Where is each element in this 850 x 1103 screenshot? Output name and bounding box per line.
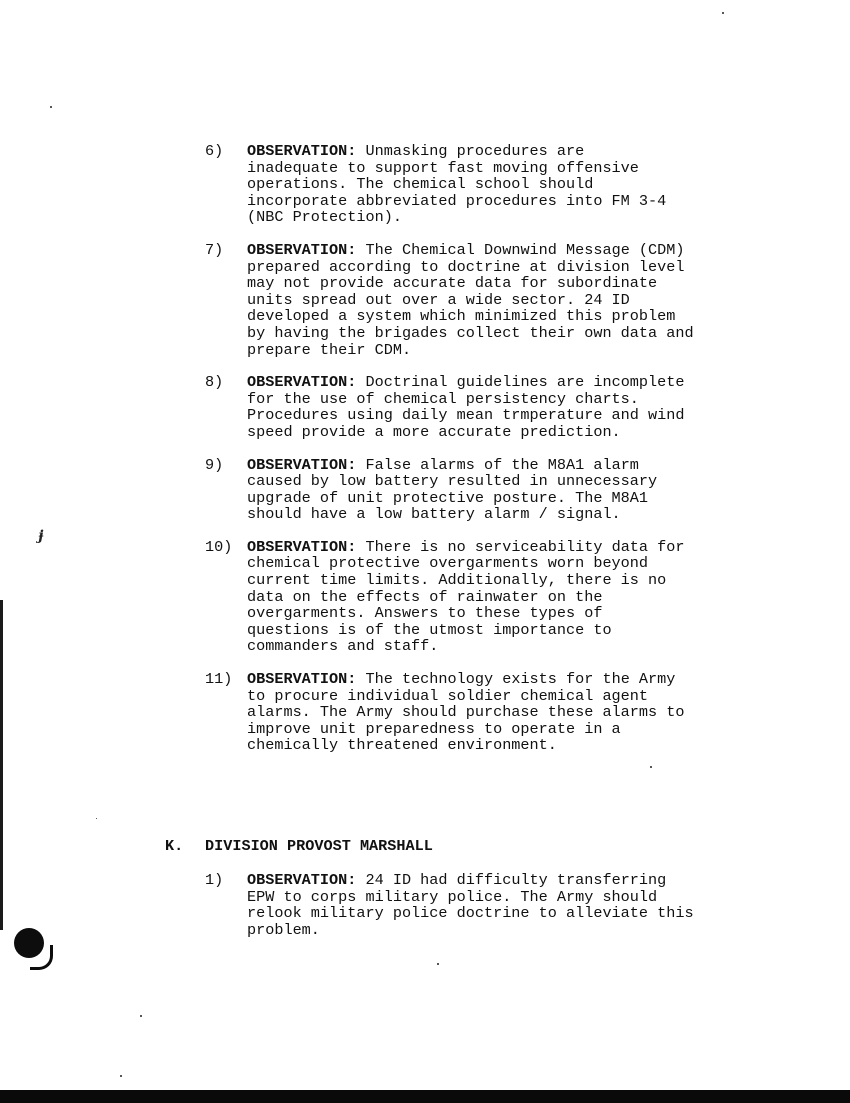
section-letter: K. xyxy=(165,837,184,855)
scan-speck xyxy=(437,963,439,965)
section-heading xyxy=(165,838,433,855)
observation-text: The technology exists for the Army to procure individual soldier chemical agent alarms. The Army should purchase these alarms to improve unit preparedness to operate in a chemically threatened environment. xyxy=(247,670,685,755)
observation-item xyxy=(205,242,765,358)
margin-mark: ɉ xyxy=(38,528,44,544)
observation-number: 10) xyxy=(205,537,233,556)
observation-text: The Chemical Downwind Message (CDM) prepared according to doctrine at division level may not provide accurate data for subordinate units spread out over a wide sector. 24 ID developed a system which minimized this problem by having the brigades collect their own data and prepare their CDM. xyxy=(247,240,694,359)
scan-speck xyxy=(120,1075,122,1077)
observation-number: 7) xyxy=(205,240,224,259)
observation-label: OBSERVATION: xyxy=(247,142,357,160)
observation-item xyxy=(205,539,765,655)
scan-speck xyxy=(140,1015,142,1017)
observation-label: OBSERVATION: xyxy=(247,455,357,474)
observation-number: 1) xyxy=(205,871,224,889)
observation-label: OBSERVATION: xyxy=(247,670,357,689)
observation-item xyxy=(205,374,765,440)
observation-list xyxy=(205,143,765,770)
observation-item xyxy=(205,143,765,226)
scan-speck xyxy=(722,12,724,14)
observation-number: 9) xyxy=(205,455,224,474)
scan-speck xyxy=(96,818,97,819)
observation-label: OBSERVATION: xyxy=(247,373,357,392)
observation-text: 24 ID had difficulty transferring EPW to corps military police. The Army should relook military police doctrine to alleviate this problem. xyxy=(247,871,694,939)
observation-number: 8) xyxy=(205,373,224,392)
binder-hole-mark-tail xyxy=(30,945,53,970)
observation-item xyxy=(205,457,765,523)
observation-item xyxy=(205,872,765,938)
observation-number: 11) xyxy=(205,670,233,689)
observation-label: OBSERVATION: xyxy=(247,871,357,889)
observation-text: False alarms of the M8A1 alarm caused by low battery resulted in unnecessary upgrade of unit protective posture. The M8A1 should have a low battery alarm / signal. xyxy=(247,455,658,524)
observation-label: OBSERVATION: xyxy=(247,537,357,556)
scan-bottom-edge xyxy=(0,1090,850,1103)
section-title: DIVISION PROVOST MARSHALL xyxy=(205,837,433,855)
observation-text: Doctrinal guidelines are incomplete for the use of chemical persistency charts. Procedures using daily mean trmperature and wind speed provide a more accurate prediction. xyxy=(247,373,685,441)
observation-number: 6) xyxy=(205,142,224,160)
section-observation-list xyxy=(205,872,765,954)
scan-speck xyxy=(50,106,52,108)
scan-speck xyxy=(650,766,652,768)
observation-text: There is no serviceability data for chemical protective overgarments worn beyond current time limits. Additionally, there is no data on the effects of rainwater on the overgarments. Answers to these types of questions is of the utmost importance to commanders and staff. xyxy=(247,537,685,656)
observation-label: OBSERVATION: xyxy=(247,240,357,259)
scan-edge-line xyxy=(0,600,3,930)
observation-text: Unmasking procedures are inadequate to support fast moving offensive operations. The chemical school should incorporate abbreviated procedures into FM 3-4 (NBC Protection). xyxy=(247,142,667,227)
observation-item xyxy=(205,671,765,754)
